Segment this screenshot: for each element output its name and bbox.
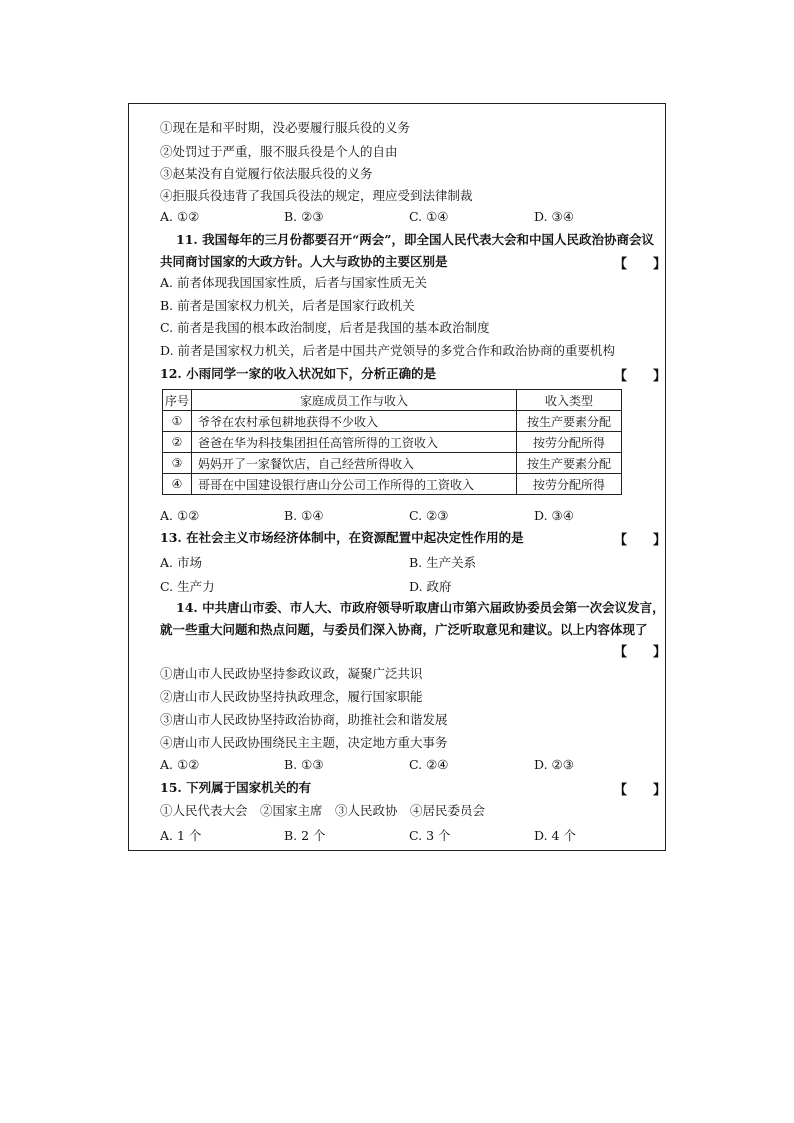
table-row xyxy=(163,432,622,453)
option-a: A. ①② xyxy=(160,209,200,224)
row-description: 爷爷在农村承包耕地获得不少收入 xyxy=(192,411,517,432)
q13-option-c: C. 生产力 xyxy=(160,579,215,594)
q11-option-c: C. 前者是我国的根本政治制度，后者是我国的基本政治制度 xyxy=(160,320,490,335)
q15-statement: ①人民代表大会 ②国家主席 ③人民政协 ④居民委员会 xyxy=(160,803,486,818)
q13-option-d: D. 政府 xyxy=(409,579,452,594)
income-table xyxy=(162,389,622,495)
q14-statement-4: ④唐山市人民政协围绕民主主题，决定地方重大事务 xyxy=(160,735,448,750)
q11-stem-line2: 共同商讨国家的大政方针。人大与政协的主要区别是 xyxy=(160,254,448,269)
q11-stem-line1: 11. 我国每年的三月份都要召开“两会”，即全国人民代表大会和中国人民政治协商会议 xyxy=(176,232,654,247)
q15-option-d: D. 4 个 xyxy=(534,828,576,843)
row-income-type: 按生产要素分配 xyxy=(517,411,622,432)
row-index: ④ xyxy=(163,474,192,495)
q15-option-c: C. 3 个 xyxy=(409,828,451,843)
q11-option-a: A. 前者体现我国国家性质，后者与国家性质无关 xyxy=(160,275,427,290)
row-description: 哥哥在中国建设银行唐山分公司工作所得的工资收入 xyxy=(192,474,517,495)
header-index: 序号 xyxy=(163,390,192,411)
row-income-type: 按劳分配所得 xyxy=(517,474,622,495)
q12-option-a: A. ①② xyxy=(160,508,200,523)
q15-option-b: B. 2 个 xyxy=(284,828,326,843)
table-row xyxy=(163,411,622,432)
statement-4: ④拒服兵役违背了我国兵役法的规定，理应受到法律制裁 xyxy=(160,188,473,203)
row-income-type: 按劳分配所得 xyxy=(517,432,622,453)
q14-statement-1: ①唐山市人民政协坚持参政议政，凝聚广泛共识 xyxy=(160,666,423,681)
row-index: ① xyxy=(163,411,192,432)
row-index: ② xyxy=(163,432,192,453)
option-d: D. ③④ xyxy=(534,209,574,224)
q11-option-b: B. 前者是国家权力机关，后者是国家行政机关 xyxy=(160,298,415,313)
table-header-row xyxy=(163,390,622,411)
q12-option-b: B. ①④ xyxy=(284,508,324,523)
option-c: C. ①④ xyxy=(409,209,449,224)
header-member-income: 家庭成员工作与收入 xyxy=(192,390,517,411)
header-income-type: 收入类型 xyxy=(517,390,622,411)
statement-2: ②处罚过于严重，服不服兵役是个人的自由 xyxy=(160,144,398,159)
q13-stem: 13. 在社会主义市场经济体制中，在资源配置中起决定性作用的是 xyxy=(160,530,524,545)
q15-stem: 15. 下列属于国家机关的有 xyxy=(160,780,312,795)
q12-stem: 12. 小雨同学一家的收入状况如下，分析正确的是 xyxy=(160,366,437,381)
statement-3: ③赵某没有自觉履行依法服兵役的义务 xyxy=(160,166,373,181)
q14-statement-2: ②唐山市人民政协坚持执政理念，履行国家职能 xyxy=(160,689,423,704)
row-index: ③ xyxy=(163,453,192,474)
q14-stem-line2: 就一些重大问题和热点问题，与委员们深入协商，广泛听取意见和建议。以上内容体现了 xyxy=(160,622,648,637)
q14-option-b: B. ①③ xyxy=(284,757,324,772)
q15-option-a: A. 1 个 xyxy=(160,828,202,843)
q13-answer-bracket: 【 】 xyxy=(614,533,667,548)
q15-answer-bracket: 【 】 xyxy=(614,783,667,798)
q12-option-d: D. ③④ xyxy=(534,508,574,523)
table-row xyxy=(163,474,622,495)
q11-answer-bracket: 【 】 xyxy=(614,257,667,272)
q14-option-a: A. ①② xyxy=(160,757,200,772)
q12-option-c: C. ②③ xyxy=(409,508,449,523)
statement-1: ①现在是和平时期，没必要履行服兵役的义务 xyxy=(160,120,411,135)
option-b: B. ②③ xyxy=(284,209,324,224)
q14-answer-bracket: 【 】 xyxy=(614,645,667,660)
q12-answer-bracket: 【 】 xyxy=(614,369,667,384)
q14-option-c: C. ②④ xyxy=(409,757,449,772)
q13-option-a: A. 市场 xyxy=(160,555,202,570)
q13-option-b: B. 生产关系 xyxy=(409,555,477,570)
row-description: 妈妈开了一家餐饮店，自己经营所得收入 xyxy=(192,453,517,474)
row-description: 爸爸在华为科技集团担任高管所得的工资收入 xyxy=(192,432,517,453)
table-row xyxy=(163,453,622,474)
q14-statement-3: ③唐山市人民政协坚持政治协商，助推社会和谐发展 xyxy=(160,712,448,727)
q11-option-d: D. 前者是国家权力机关，后者是中国共产党领导的多党合作和政治协商的重要机构 xyxy=(160,343,616,358)
q14-stem-line1: 14. 中共唐山市委、市人大、市政府领导听取唐山市第六届政协委员会第一次会议发言， xyxy=(176,600,665,615)
q14-option-d: D. ②③ xyxy=(534,757,574,772)
row-income-type: 按生产要素分配 xyxy=(517,453,622,474)
